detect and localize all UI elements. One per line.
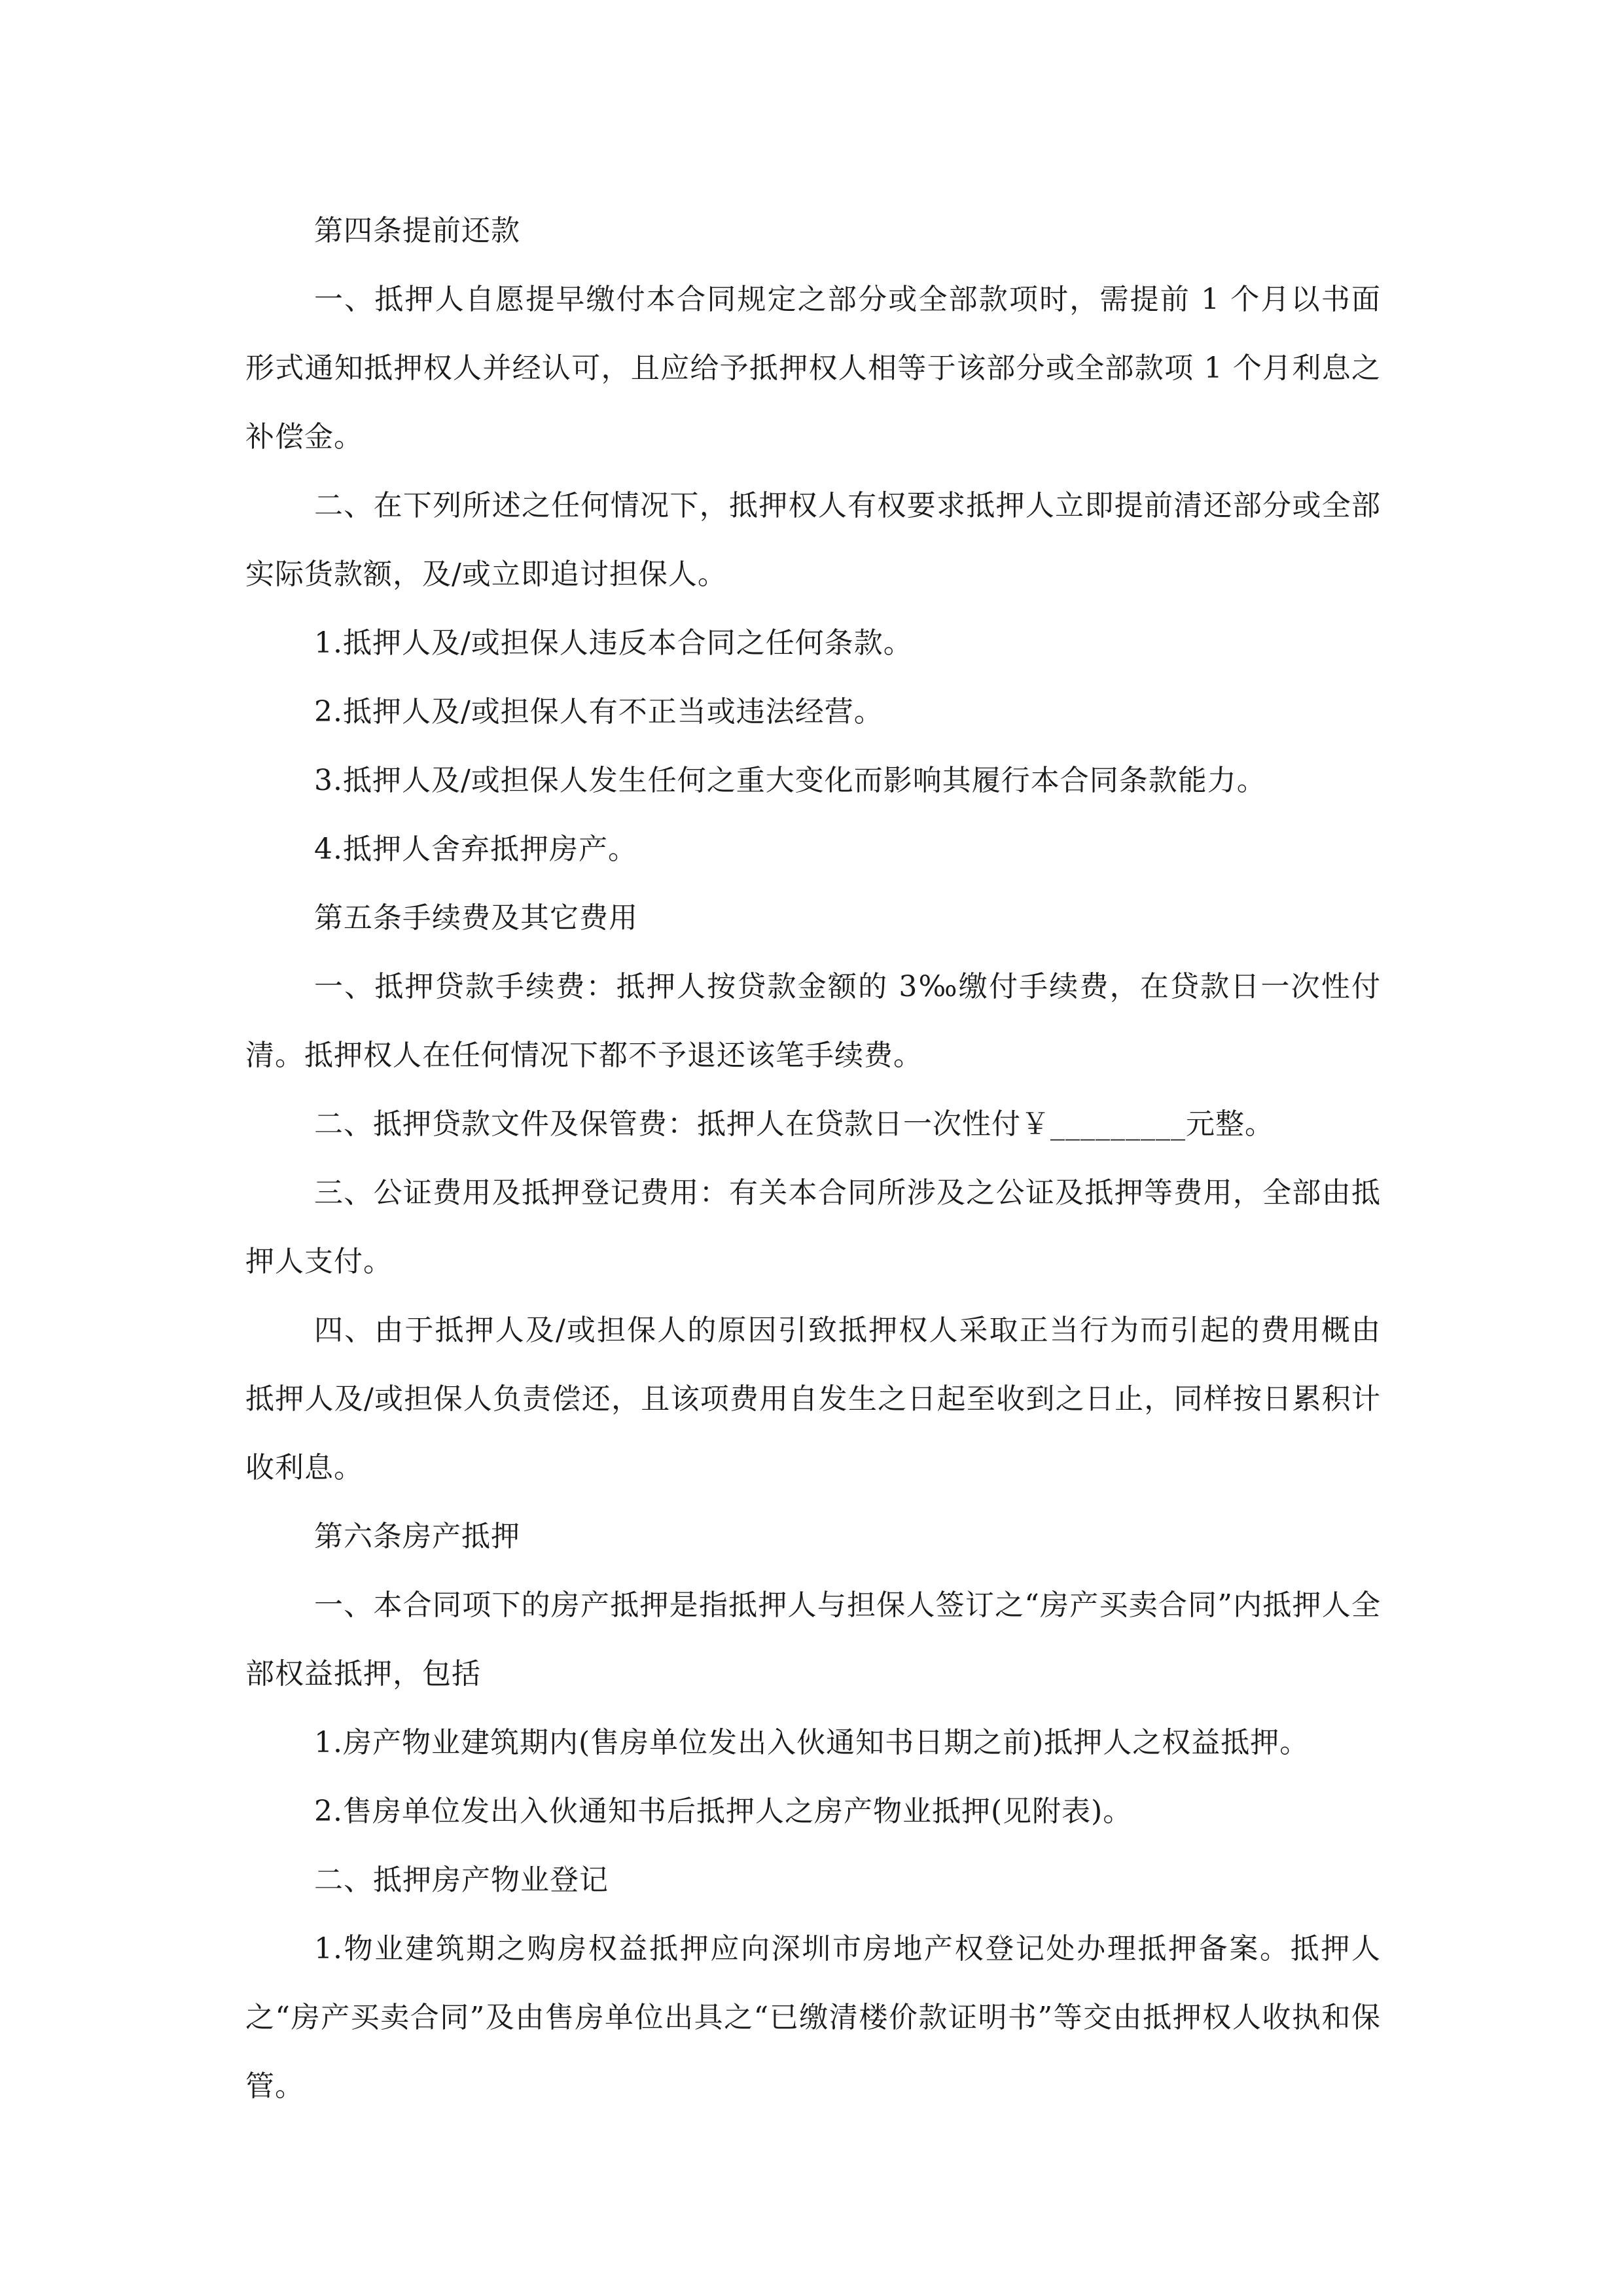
list-item: 2.抵押人及/或担保人有不正当或违法经营。: [314, 695, 883, 728]
list-item: 4.抵押人舍弃抵押房产。: [314, 833, 637, 866]
paragraph: 二、在下列所述之任何情况下，抵押权人有权要求抵押人立即提前清还部分或全部实际货款额，及/或立即追讨担保人。: [245, 489, 1381, 591]
paragraph: 一、抵押贷款手续费：抵押人按贷款金额的 3‰缴付手续费，在贷款日一次性付清。抵押权人在任何情况下都不予退还该笔手续费。: [245, 970, 1381, 1072]
list-item: 1.房产物业建筑期内(售房单位发出入伙通知书日期之前)抵押人之权益抵押。: [314, 1726, 1310, 1759]
paragraph: 一、本合同项下的房产抵押是指抵押人与担保人签订之“房产买卖合同”内抵押人全部权益抵押，包括: [245, 1588, 1381, 1691]
article-6-heading: 第六条房产抵押: [314, 1520, 520, 1553]
list-item: 3.抵押人及/或担保人发生任何之重大变化而影响其履行本合同条款能力。: [314, 764, 1266, 797]
article-4-heading: 第四条提前还款: [314, 214, 520, 247]
paragraph: 一、抵押人自愿提早缴付本合同规定之部分或全部款项时，需提前 1 个月以书面形式通知抵押权人并经认可，且应给予抵押权人相等于该部分或全部款项 1 个月利息之补偿金。: [245, 283, 1381, 454]
paragraph: 二、抵押贷款文件及保管费：抵押人在贷款日一次性付￥_________元整。: [314, 1107, 1274, 1141]
paragraph: 三、公证费用及抵押登记费用：有关本合同所涉及之公证及抵押等费用，全部由抵押人支付。: [245, 1176, 1381, 1278]
list-item: 1.物业建筑期之购房权益抵押应向深圳市房地产权登记处办理抵押备案。抵押人之“房产买卖合同”及由售房单位出具之“已缴清楼价款证明书”等交由抵押权人收执和保管。: [245, 1932, 1381, 2103]
list-item: 2.售房单位发出入伙通知书后抵押人之房产物业抵押(见附表)。: [314, 1795, 1133, 1828]
article-5-heading: 第五条手续费及其它费用: [314, 901, 638, 935]
paragraph: 四、由于抵押人及/或担保人的原因引致抵押权人采取正当行为而引起的费用概由抵押人及/或担保人负责偿还，且该项费用自发生之日起至收到之日止，同样按日累积计收利息。: [245, 1314, 1381, 1484]
list-item: 1.抵押人及/或担保人违反本合同之任何条款。: [314, 626, 913, 660]
paragraph: 二、抵押房产物业登记: [314, 1863, 609, 1897]
document-body: [245, 196, 1381, 2121]
